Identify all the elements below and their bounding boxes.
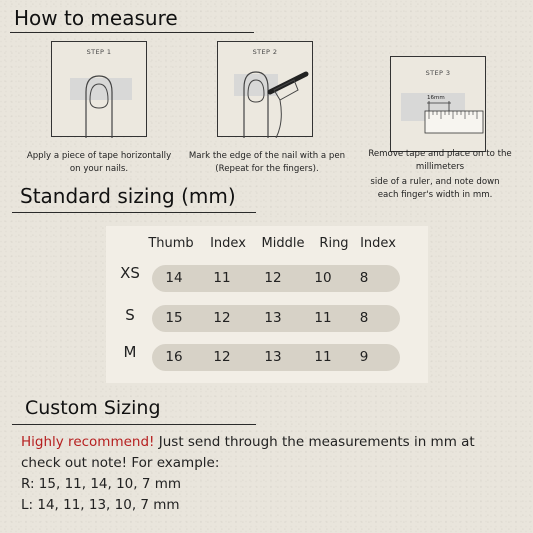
table-cell: 9 (359, 349, 369, 365)
table-cell: 14 (165, 270, 183, 286)
custom-line-1 (21, 432, 521, 453)
table-cell: 12 (213, 349, 231, 365)
step-3-caption-line: millimeters (415, 162, 465, 172)
column-header: Index (210, 236, 246, 251)
table-cell: 8 (359, 310, 369, 326)
custom-instructions (21, 432, 521, 516)
table-cell: 8 (359, 270, 369, 286)
table-cell: 13 (264, 349, 282, 365)
step-1-label: STEP 1 (86, 48, 112, 56)
step-3-caption (350, 148, 530, 174)
finger-with-tape-icon (52, 42, 148, 138)
step-2-caption-line: Mark the edge of the nail with a pen (188, 151, 346, 161)
table-cell: 12 (213, 310, 231, 326)
step-3-label: STEP 3 (425, 69, 451, 77)
step-2-caption-line: (Repeat for the fingers). (215, 164, 319, 174)
ruler-measure-text: 16mm (427, 95, 445, 101)
step-3-caption-cont (360, 176, 510, 202)
table-cell: 13 (264, 310, 282, 326)
step-2-label: STEP 2 (252, 48, 278, 56)
step-1-caption-line: Apply a piece of tape horizontally (26, 151, 172, 161)
table-cell: 11 (314, 349, 332, 365)
step-3-illustration (390, 56, 486, 152)
step-1-illustration (51, 41, 147, 137)
column-header: Middle (261, 236, 305, 251)
pen-marking-nail-icon (218, 42, 314, 138)
step-1-caption (4, 150, 194, 176)
table-cell: 15 (165, 310, 183, 326)
table-cell: 10 (314, 270, 332, 286)
heading-standard-sizing: Standard sizing (mm) (20, 184, 236, 208)
step-3-caption-line: each finger's width in mm. (377, 190, 493, 200)
heading-custom-sizing: Custom Sizing (25, 397, 161, 419)
row-size-label: S (125, 306, 135, 324)
step-2-illustration (217, 41, 313, 137)
table-cell: 11 (314, 310, 332, 326)
column-header: Index (360, 236, 396, 251)
heading-underline (12, 424, 256, 425)
column-header: Thumb (148, 236, 194, 251)
custom-line-2: check out note! For example: (21, 455, 220, 471)
step-3-caption-line: Remove tape and place on to the (368, 149, 512, 159)
row-size-label: M (123, 343, 137, 361)
table-cell: 12 (264, 270, 282, 286)
table-cell: 11 (213, 270, 231, 286)
example-left-hand: L: 14, 11, 13, 10, 7 mm (21, 497, 180, 513)
table-cell: 16 (165, 349, 183, 365)
heading-underline (12, 212, 256, 213)
ruler-measurement-icon (391, 57, 487, 153)
heading-underline (10, 32, 254, 33)
step-1-caption-line: on your nails. (69, 164, 129, 174)
custom-line-1-text: Just send through the measurements in mm at (154, 434, 475, 450)
heading-how-to-measure: How to measure (14, 6, 178, 30)
row-size-label: XS (120, 264, 140, 282)
step-2-caption (172, 150, 362, 176)
step-3-caption-line: side of a ruler, and note down (370, 177, 500, 187)
column-header: Ring (319, 236, 349, 251)
highly-recommend-text: Highly recommend! (21, 434, 155, 450)
example-right-hand: R: 15, 11, 14, 10, 7 mm (21, 476, 182, 492)
